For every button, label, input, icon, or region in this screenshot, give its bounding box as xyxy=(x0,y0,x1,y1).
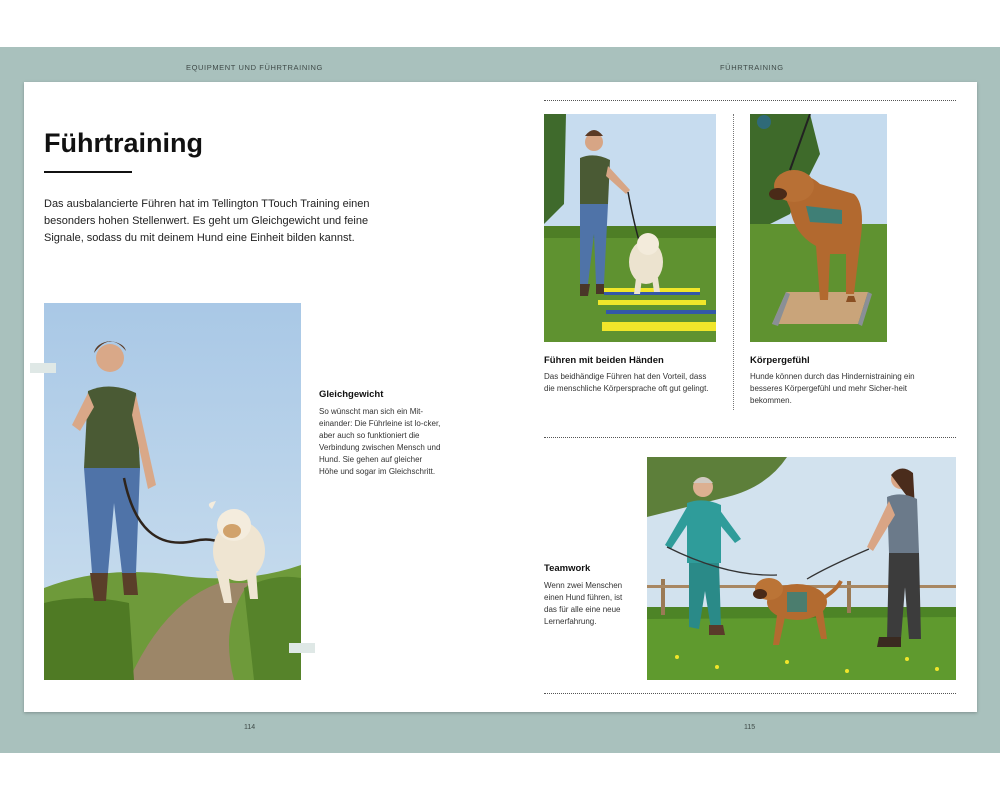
caption-title-balance: Gleichgewicht xyxy=(319,389,384,400)
title-underline xyxy=(44,171,132,173)
dotted-divider-vertical xyxy=(733,114,734,410)
running-header-right: FÜHRTRAINING xyxy=(720,63,784,72)
marker-tab xyxy=(289,643,315,653)
photo-handler-two-hands xyxy=(544,114,716,342)
page-title: Führtraining xyxy=(44,128,203,158)
caption-text-balance: So wünscht man sich ein Mit-einander: Die Führleine ist lo-cker, aber auch so funktioniert die Verbindung zwischen Mensch und Hund. Sie gehen auf gleicher Höhe und sogar im Gleichschritt. xyxy=(319,407,441,476)
intro-paragraph: Das ausbalancierte Führen hat im Tellington TTouch Training einen besonders hohen Stellenwert. Es geht um Gleichgewicht und feine Signale, sodass du mit deinem Hund eine Einheit bilden kannst. xyxy=(44,198,370,244)
dotted-divider-bottom xyxy=(544,693,956,694)
page-number-left: 114 xyxy=(244,724,256,731)
photo-walking-dog xyxy=(44,303,301,680)
caption-title-teamwork: Teamwork xyxy=(544,563,591,574)
caption-text-teamwork: Wenn zwei Menschen einen Hund führen, ist das für alle eine neue Lernerfahrung. xyxy=(544,581,623,626)
dotted-divider-middle xyxy=(544,437,956,438)
marker-tab xyxy=(30,363,56,373)
caption-text-body-awareness: Hunde können durch das Hindernistraining ein besseres Körpergefühl und mehr Sicher-heit bekommen. xyxy=(750,372,915,405)
photo-teamwork xyxy=(647,457,956,680)
caption-title-body-awareness: Körpergefühl xyxy=(750,355,810,366)
photo-dog-on-obstacle xyxy=(750,114,887,342)
caption-text-two-hands: Das beidhändige Führen hat den Vorteil, dass die menschliche Körpersprache oft gut gelingt. xyxy=(544,372,709,393)
dotted-divider-top xyxy=(544,100,956,101)
running-header-left: EQUIPMENT UND FÜHRTRAINING xyxy=(186,63,323,72)
caption-title-two-hands: Führen mit beiden Händen xyxy=(544,355,664,366)
page-number-right: 115 xyxy=(744,724,756,731)
